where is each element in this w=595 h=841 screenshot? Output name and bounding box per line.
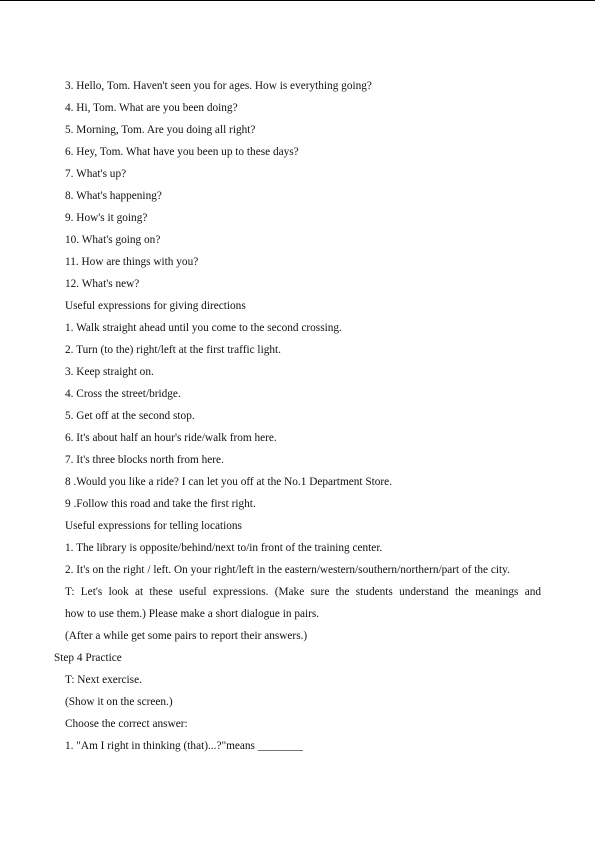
directions-line-7: 7. It's three blocks north from here. [65, 454, 224, 466]
teacher-instruction: T: Let's look at these useful expressions. (Make sure the students understand the meanings and [65, 586, 541, 598]
greeting-line-4: 4. Hi, Tom. What are you been doing? [65, 102, 238, 114]
directions-line-9: 9 .Follow this road and take the first right. [65, 498, 256, 510]
directions-line-5: 5. Get off at the second stop. [65, 410, 195, 422]
locations-line-2: 2. It's on the right / left. On your right/left in the eastern/western/southern/northern/part of the city. [65, 564, 510, 576]
next-exercise: T: Next exercise. [65, 674, 142, 686]
greeting-line-8: 8. What's happening? [65, 190, 162, 202]
locations-line-1: 1. The library is opposite/behind/next to/in front of the training center. [65, 542, 383, 554]
directions-line-1: 1. Walk straight ahead until you come to the second crossing. [65, 322, 342, 334]
greeting-line-6: 6. Hey, Tom. What have you been up to these days? [65, 146, 299, 158]
step-heading: Step 4 Practice [54, 652, 122, 664]
greeting-line-12: 12. What's new? [65, 278, 140, 290]
directions-line-6: 6. It's about half an hour's ride/walk from here. [65, 432, 277, 444]
screen-note: (Show it on the screen.) [65, 696, 173, 708]
report-note: (After a while get some pairs to report their answers.) [65, 630, 308, 642]
teacher-instruction-cont: how to use them.) Please make a short dialogue in pairs. [65, 608, 320, 620]
directions-line-4: 4. Cross the street/bridge. [65, 388, 181, 400]
directions-line-2: 2. Turn (to the) right/left at the first traffic light. [65, 344, 281, 356]
greeting-line-9: 9. How's it going? [65, 212, 148, 224]
directions-heading: Useful expressions for giving directions [65, 300, 246, 312]
greeting-line-10: 10. What's going on? [65, 234, 161, 246]
greeting-line-5: 5. Morning, Tom. Are you doing all right? [65, 124, 256, 136]
locations-heading: Useful expressions for telling locations [65, 520, 242, 532]
directions-line-8: 8 .Would you like a ride? I can let you off at the No.1 Department Store. [65, 476, 393, 488]
choose-prompt: Choose the correct answer: [65, 718, 188, 730]
greeting-line-11: 11. How are things with you? [65, 256, 199, 268]
greeting-line-7: 7. What's up? [65, 168, 127, 180]
directions-line-3: 3. Keep straight on. [65, 366, 154, 378]
greeting-line-3: 3. Hello, Tom. Haven't seen you for ages. How is everything going? [65, 80, 372, 92]
question-1: 1. "Am I right in thinking (that)...?"means ________ [65, 740, 303, 752]
